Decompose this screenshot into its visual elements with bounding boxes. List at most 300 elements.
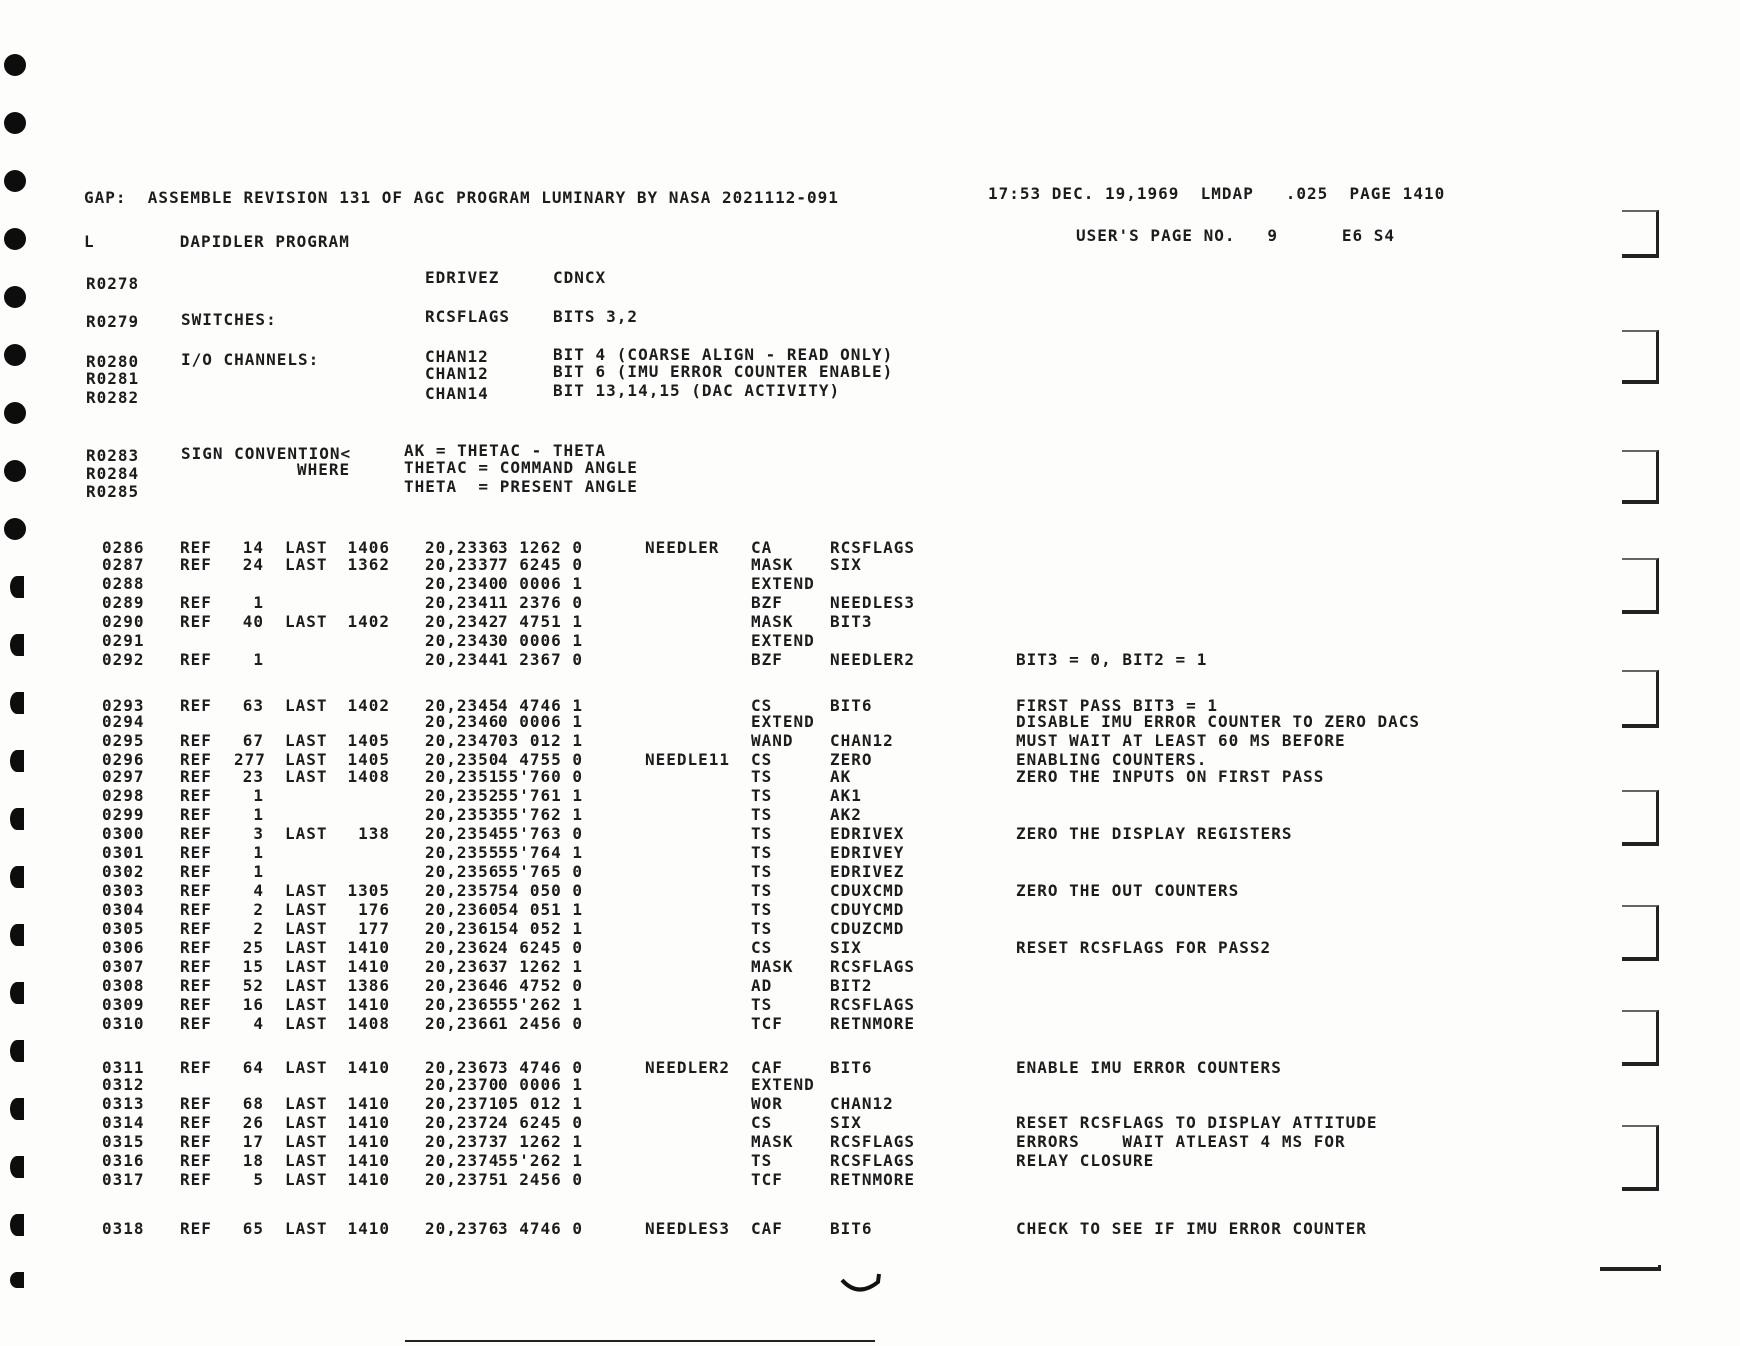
header-assembly-line: GAP: ASSEMBLE REVISION 131 OF AGC PROGRAM LUMINARY BY NASA 2021112-091 bbox=[84, 188, 839, 207]
ref-count: 18 bbox=[242, 1151, 264, 1170]
table-row bbox=[0, 1014, 916, 1033]
operand: CDUYCMD bbox=[830, 900, 905, 919]
last-label: LAST bbox=[285, 900, 328, 919]
address: 20,2364 bbox=[425, 976, 500, 995]
seq-number: 0308 bbox=[102, 976, 145, 995]
ink-mark-icon bbox=[838, 1272, 886, 1298]
remark-seq: R0281 bbox=[86, 369, 140, 388]
opcode: CS bbox=[751, 750, 773, 769]
table-row bbox=[0, 805, 862, 824]
last-label: LAST bbox=[285, 612, 328, 631]
octal-code: 0 0006 1 bbox=[498, 1075, 584, 1094]
address: 20,2354 bbox=[425, 824, 500, 843]
operand: CDUXCMD bbox=[830, 881, 905, 900]
operand: EDRIVEY bbox=[830, 843, 905, 862]
octal-code: 4 4746 1 bbox=[498, 696, 584, 715]
operand: AK1 bbox=[830, 786, 862, 805]
opcode: TS bbox=[751, 919, 773, 938]
ref-label: REF bbox=[180, 696, 212, 715]
octal-code: 55'262 1 bbox=[498, 995, 584, 1014]
seq-number: 0310 bbox=[102, 1014, 145, 1033]
remark-name: CHAN12 bbox=[425, 347, 489, 366]
remark-label: SIGN CONVENTION< bbox=[181, 444, 352, 463]
header-date-page: 17:53 DEC. 19,1969 LMDAP .025 PAGE 1410 bbox=[988, 184, 1446, 203]
operand: EDRIVEX bbox=[830, 824, 905, 843]
table-row bbox=[0, 995, 916, 1014]
perforation-mark bbox=[1622, 1125, 1659, 1191]
ref-count: 23 bbox=[242, 767, 264, 786]
octal-code: 05 012 1 bbox=[498, 1094, 584, 1113]
address: 20,2365 bbox=[425, 995, 500, 1014]
ref-count: 277 bbox=[234, 750, 266, 769]
octal-code: 3 1262 0 bbox=[498, 538, 584, 557]
punch-hole bbox=[4, 228, 26, 250]
octal-code: 1 2456 0 bbox=[498, 1170, 584, 1189]
ref-count: 15 bbox=[242, 957, 264, 976]
octal-code: 3 4746 0 bbox=[498, 1219, 584, 1238]
opcode: MASK bbox=[751, 555, 794, 574]
seq-number: 0303 bbox=[102, 881, 145, 900]
remark-seq: R0278 bbox=[86, 274, 140, 293]
ref-count: 1 bbox=[253, 843, 264, 862]
comment: DISABLE IMU ERROR COUNTER TO ZERO DACS bbox=[1016, 712, 1421, 731]
code-label: NEEDLE11 bbox=[645, 750, 731, 769]
table-row bbox=[0, 750, 1208, 769]
opcode: TS bbox=[751, 786, 773, 805]
address: 20,2367 bbox=[425, 1058, 500, 1077]
address: 20,2345 bbox=[425, 696, 500, 715]
address: 20,2374 bbox=[425, 1151, 500, 1170]
last-label: LAST bbox=[285, 995, 328, 1014]
opcode: TS bbox=[751, 862, 773, 881]
octal-code: 55'763 0 bbox=[498, 824, 584, 843]
table-row bbox=[0, 631, 815, 650]
ref-label: REF bbox=[180, 1113, 212, 1132]
last-page: 1405 bbox=[347, 731, 390, 750]
table-row bbox=[0, 1075, 815, 1094]
ref-label: REF bbox=[180, 1132, 212, 1151]
last-label: LAST bbox=[285, 824, 328, 843]
address: 20,2371 bbox=[425, 1094, 500, 1113]
ref-count: 40 bbox=[242, 612, 264, 631]
ref-label: REF bbox=[180, 767, 212, 786]
operand: RCSFLAGS bbox=[830, 1151, 916, 1170]
comment: ZERO THE DISPLAY REGISTERS bbox=[1016, 824, 1293, 843]
seq-number: 0286 bbox=[102, 538, 145, 557]
perforation-mark bbox=[1600, 1265, 1661, 1271]
seq-number: 0316 bbox=[102, 1151, 145, 1170]
last-label: LAST bbox=[285, 750, 328, 769]
ref-label: REF bbox=[180, 862, 212, 881]
octal-code: 4 6245 0 bbox=[498, 938, 584, 957]
punch-hole bbox=[4, 170, 26, 192]
opcode: CS bbox=[751, 696, 773, 715]
seq-number: 0314 bbox=[102, 1113, 145, 1132]
comment: ENABLING COUNTERS. bbox=[1016, 750, 1208, 769]
ref-count: 1 bbox=[253, 593, 264, 612]
address: 20,2346 bbox=[425, 712, 500, 731]
table-row bbox=[0, 1058, 1282, 1077]
octal-code: 6 4752 0 bbox=[498, 976, 584, 995]
operand: NEEDLES3 bbox=[830, 593, 916, 612]
ref-count: 2 bbox=[253, 919, 264, 938]
opcode: TS bbox=[751, 995, 773, 1014]
perforation-mark bbox=[1622, 905, 1659, 961]
table-row bbox=[0, 862, 905, 881]
opcode: CAF bbox=[751, 1058, 783, 1077]
perforation-mark bbox=[1622, 210, 1659, 258]
remark-desc: THETA = PRESENT ANGLE bbox=[404, 477, 638, 496]
ref-count: 5 bbox=[253, 1170, 264, 1189]
last-page: 1410 bbox=[347, 957, 390, 976]
seq-number: 0290 bbox=[102, 612, 145, 631]
last-label: LAST bbox=[285, 555, 328, 574]
ref-count: 1 bbox=[253, 862, 264, 881]
last-label: LAST bbox=[285, 767, 328, 786]
comment: MUST WAIT AT LEAST 60 MS BEFORE bbox=[1016, 731, 1346, 750]
remark-name: CHAN14 bbox=[425, 384, 489, 403]
table-row bbox=[0, 731, 1346, 750]
opcode: MASK bbox=[751, 612, 794, 631]
ref-count: 1 bbox=[253, 650, 264, 669]
last-label: LAST bbox=[285, 919, 328, 938]
perforation-mark bbox=[1622, 1010, 1659, 1066]
last-page: 1410 bbox=[347, 938, 390, 957]
seq-number: 0306 bbox=[102, 938, 145, 957]
last-label: LAST bbox=[285, 1094, 328, 1113]
last-page: 1362 bbox=[347, 555, 390, 574]
table-row bbox=[0, 938, 1272, 957]
table-row bbox=[0, 900, 905, 919]
remark-seq: R0282 bbox=[86, 388, 140, 407]
address: 20,2372 bbox=[425, 1113, 500, 1132]
last-page: 1408 bbox=[347, 767, 390, 786]
ref-label: REF bbox=[180, 1219, 212, 1238]
address: 20,2337 bbox=[425, 555, 500, 574]
address: 20,2363 bbox=[425, 957, 500, 976]
operand: EDRIVEZ bbox=[830, 862, 905, 881]
table-row bbox=[0, 1170, 916, 1189]
seq-number: 0302 bbox=[102, 862, 145, 881]
seq-number: 0317 bbox=[102, 1170, 145, 1189]
operand: RCSFLAGS bbox=[830, 538, 916, 557]
operand: BIT6 bbox=[830, 696, 873, 715]
last-label: LAST bbox=[285, 938, 328, 957]
octal-code: 4 6245 0 bbox=[498, 1113, 584, 1132]
ref-count: 14 bbox=[242, 538, 264, 557]
operand: ZERO bbox=[830, 750, 873, 769]
operand: NEEDLER2 bbox=[830, 650, 916, 669]
table-row bbox=[0, 976, 873, 995]
last-page: 1402 bbox=[347, 696, 390, 715]
ref-count: 24 bbox=[242, 555, 264, 574]
ref-label: REF bbox=[180, 1151, 212, 1170]
comment: FIRST PASS BIT3 = 1 bbox=[1016, 696, 1219, 715]
address: 20,2352 bbox=[425, 786, 500, 805]
seq-number: 0297 bbox=[102, 767, 145, 786]
address: 20,2351 bbox=[425, 767, 500, 786]
perforation-mark bbox=[1622, 330, 1659, 384]
ref-count: 16 bbox=[242, 995, 264, 1014]
opcode: EXTEND bbox=[751, 574, 815, 593]
last-label: LAST bbox=[285, 957, 328, 976]
last-page: 1405 bbox=[347, 750, 390, 769]
perforation-mark bbox=[1622, 670, 1659, 728]
operand: BIT2 bbox=[830, 976, 873, 995]
code-label: NEEDLER2 bbox=[645, 1058, 731, 1077]
octal-code: 4 4755 0 bbox=[498, 750, 584, 769]
code-label: NEEDLER bbox=[645, 538, 720, 557]
header-user-page: USER'S PAGE NO. 9 E6 S4 bbox=[1076, 226, 1395, 245]
ref-count: 67 bbox=[242, 731, 264, 750]
table-row bbox=[0, 1094, 894, 1113]
seq-number: 0298 bbox=[102, 786, 145, 805]
seq-number: 0289 bbox=[102, 593, 145, 612]
address: 20,2366 bbox=[425, 1014, 500, 1033]
address: 20,2342 bbox=[425, 612, 500, 631]
operand: BIT6 bbox=[830, 1058, 873, 1077]
octal-code: 7 4751 1 bbox=[498, 612, 584, 631]
table-row bbox=[0, 650, 1208, 669]
ref-count: 63 bbox=[242, 696, 264, 715]
comment: ZERO THE INPUTS ON FIRST PASS bbox=[1016, 767, 1325, 786]
remark-desc: BITS 3,2 bbox=[553, 307, 639, 326]
ref-count: 52 bbox=[242, 976, 264, 995]
table-row bbox=[0, 1151, 1155, 1170]
last-page: 1410 bbox=[347, 1170, 390, 1189]
octal-code: 03 012 1 bbox=[498, 731, 584, 750]
last-page: 1410 bbox=[347, 1094, 390, 1113]
table-row bbox=[0, 1219, 1367, 1238]
table-row bbox=[0, 767, 1325, 786]
operand: AK2 bbox=[830, 805, 862, 824]
ref-label: REF bbox=[180, 538, 212, 557]
ref-label: REF bbox=[180, 1094, 212, 1113]
ref-count: 26 bbox=[242, 1113, 264, 1132]
address: 20,2361 bbox=[425, 919, 500, 938]
ref-label: REF bbox=[180, 919, 212, 938]
address: 20,2341 bbox=[425, 593, 500, 612]
operand: RETNMORE bbox=[830, 1014, 916, 1033]
table-row bbox=[0, 555, 862, 574]
ref-label: REF bbox=[180, 555, 212, 574]
opcode: BZF bbox=[751, 650, 783, 669]
seq-number: 0305 bbox=[102, 919, 145, 938]
opcode: TS bbox=[751, 881, 773, 900]
remark-desc: BIT 6 (IMU ERROR COUNTER ENABLE) bbox=[553, 362, 894, 381]
comment: ENABLE IMU ERROR COUNTERS bbox=[1016, 1058, 1282, 1077]
opcode: TCF bbox=[751, 1170, 783, 1189]
opcode: MASK bbox=[751, 1132, 794, 1151]
ref-count: 1 bbox=[253, 786, 264, 805]
seq-number: 0300 bbox=[102, 824, 145, 843]
last-label: LAST bbox=[285, 1014, 328, 1033]
ref-label: REF bbox=[180, 938, 212, 957]
ref-count: 2 bbox=[253, 900, 264, 919]
last-page: 1410 bbox=[347, 1219, 390, 1238]
last-page: 1406 bbox=[347, 538, 390, 557]
ref-label: REF bbox=[180, 805, 212, 824]
ref-count: 1 bbox=[253, 805, 264, 824]
last-page: 1410 bbox=[347, 1151, 390, 1170]
table-row bbox=[0, 538, 916, 557]
last-label: LAST bbox=[285, 1170, 328, 1189]
octal-code: 0 0006 1 bbox=[498, 574, 584, 593]
remark-label: SWITCHES: bbox=[181, 310, 277, 329]
perforation-mark bbox=[1622, 790, 1659, 846]
comment: ERRORS WAIT ATLEAST 4 MS FOR bbox=[1016, 1132, 1346, 1151]
address: 20,2353 bbox=[425, 805, 500, 824]
last-page: 1410 bbox=[347, 1058, 390, 1077]
code-label: NEEDLES3 bbox=[645, 1219, 731, 1238]
address: 20,2362 bbox=[425, 938, 500, 957]
last-label: LAST bbox=[285, 1113, 328, 1132]
address: 20,2360 bbox=[425, 900, 500, 919]
last-label: LAST bbox=[285, 1151, 328, 1170]
operand: SIX bbox=[830, 1113, 862, 1132]
remark-name: EDRIVEZ bbox=[425, 268, 500, 287]
ref-label: REF bbox=[180, 824, 212, 843]
remark-seq: R0279 bbox=[86, 312, 140, 331]
last-label: LAST bbox=[285, 976, 328, 995]
ref-label: REF bbox=[180, 612, 212, 631]
table-row bbox=[0, 1113, 1378, 1132]
address: 20,2376 bbox=[425, 1219, 500, 1238]
remark-label: WHERE bbox=[297, 460, 351, 479]
ref-count: 68 bbox=[242, 1094, 264, 1113]
seq-number: 0287 bbox=[102, 555, 145, 574]
remark-seq: R0284 bbox=[86, 464, 140, 483]
punch-hole bbox=[4, 460, 26, 482]
operand: CDUZCMD bbox=[830, 919, 905, 938]
perforation-mark bbox=[1622, 558, 1659, 614]
punch-hole bbox=[4, 344, 26, 366]
comment: RELAY CLOSURE bbox=[1016, 1151, 1155, 1170]
operand: BIT6 bbox=[830, 1219, 873, 1238]
octal-code: 7 6245 0 bbox=[498, 555, 584, 574]
ref-label: REF bbox=[180, 1170, 212, 1189]
octal-code: 54 052 1 bbox=[498, 919, 584, 938]
perforation-mark bbox=[1622, 450, 1659, 504]
table-row bbox=[0, 843, 905, 862]
ref-count: 3 bbox=[253, 824, 264, 843]
address: 20,2355 bbox=[425, 843, 500, 862]
remark-desc: THETAC = COMMAND ANGLE bbox=[404, 458, 638, 477]
operand: RETNMORE bbox=[830, 1170, 916, 1189]
last-page: 1410 bbox=[347, 1132, 390, 1151]
remark-label: I/O CHANNELS: bbox=[181, 350, 320, 369]
ref-label: REF bbox=[180, 1058, 212, 1077]
octal-code: 54 051 1 bbox=[498, 900, 584, 919]
punch-hole bbox=[4, 54, 26, 76]
comment: ZERO THE OUT COUNTERS bbox=[1016, 881, 1240, 900]
address: 20,2357 bbox=[425, 881, 500, 900]
seq-number: 0288 bbox=[102, 574, 145, 593]
opcode: WOR bbox=[751, 1094, 783, 1113]
table-row bbox=[0, 824, 1293, 843]
opcode: TS bbox=[751, 1151, 773, 1170]
seq-number: 0315 bbox=[102, 1132, 145, 1151]
last-page: 1408 bbox=[347, 1014, 390, 1033]
table-row bbox=[0, 957, 916, 976]
octal-code: 55'762 1 bbox=[498, 805, 584, 824]
seq-number: 0299 bbox=[102, 805, 145, 824]
seq-number: 0296 bbox=[102, 750, 145, 769]
ref-label: REF bbox=[180, 731, 212, 750]
comment: RESET RCSFLAGS FOR PASS2 bbox=[1016, 938, 1272, 957]
operand: CHAN12 bbox=[830, 731, 894, 750]
address: 20,2343 bbox=[425, 631, 500, 650]
remark-seq: R0283 bbox=[86, 446, 140, 465]
ref-label: REF bbox=[180, 593, 212, 612]
ref-count: 64 bbox=[242, 1058, 264, 1077]
opcode: EXTEND bbox=[751, 631, 815, 650]
seq-number: 0292 bbox=[102, 650, 145, 669]
ref-count: 25 bbox=[242, 938, 264, 957]
octal-code: 54 050 0 bbox=[498, 881, 584, 900]
last-page: 1386 bbox=[347, 976, 390, 995]
header-program-title: L DAPIDLER PROGRAM bbox=[84, 232, 350, 251]
remark-name: CHAN12 bbox=[425, 364, 489, 383]
octal-code: 55'760 0 bbox=[498, 767, 584, 786]
seq-number: 0311 bbox=[102, 1058, 145, 1077]
remark-seq: R0280 bbox=[86, 352, 140, 371]
opcode: CAF bbox=[751, 1219, 783, 1238]
table-row bbox=[0, 1132, 1346, 1151]
seq-number: 0291 bbox=[102, 631, 145, 650]
table-row bbox=[0, 612, 873, 631]
operand: AK bbox=[830, 767, 852, 786]
seq-number: 0304 bbox=[102, 900, 145, 919]
operand: CHAN12 bbox=[830, 1094, 894, 1113]
comment: BIT3 = 0, BIT2 = 1 bbox=[1016, 650, 1208, 669]
opcode: EXTEND bbox=[751, 712, 815, 731]
seq-number: 0307 bbox=[102, 957, 145, 976]
last-label: LAST bbox=[285, 1058, 328, 1077]
table-row bbox=[0, 574, 815, 593]
operand: RCSFLAGS bbox=[830, 1132, 916, 1151]
ref-label: REF bbox=[180, 881, 212, 900]
octal-code: 0 0006 1 bbox=[498, 712, 584, 731]
seq-number: 0318 bbox=[102, 1219, 145, 1238]
table-row bbox=[0, 786, 862, 805]
ref-label: REF bbox=[180, 976, 212, 995]
remark-seq: R0285 bbox=[86, 482, 140, 501]
operand: RCSFLAGS bbox=[830, 995, 916, 1014]
ref-label: REF bbox=[180, 786, 212, 805]
octal-code: 7 1262 1 bbox=[498, 1132, 584, 1151]
opcode: CS bbox=[751, 1113, 773, 1132]
opcode: TS bbox=[751, 805, 773, 824]
address: 20,2375 bbox=[425, 1170, 500, 1189]
operand: SIX bbox=[830, 555, 862, 574]
address: 20,2356 bbox=[425, 862, 500, 881]
opcode: TCF bbox=[751, 1014, 783, 1033]
last-page: 138 bbox=[358, 824, 390, 843]
ref-count: 4 bbox=[253, 1014, 264, 1033]
octal-code: 7 1262 1 bbox=[498, 957, 584, 976]
address: 20,2350 bbox=[425, 750, 500, 769]
last-page: 177 bbox=[358, 919, 390, 938]
remark-desc: AK = THETAC - THETA bbox=[404, 441, 607, 460]
opcode: CA bbox=[751, 538, 773, 557]
opcode: AD bbox=[751, 976, 773, 995]
remark-desc: CDNCX bbox=[553, 268, 607, 287]
address: 20,2370 bbox=[425, 1075, 500, 1094]
octal-code: 55'262 1 bbox=[498, 1151, 584, 1170]
last-page: 176 bbox=[358, 900, 390, 919]
ref-label: REF bbox=[180, 650, 212, 669]
